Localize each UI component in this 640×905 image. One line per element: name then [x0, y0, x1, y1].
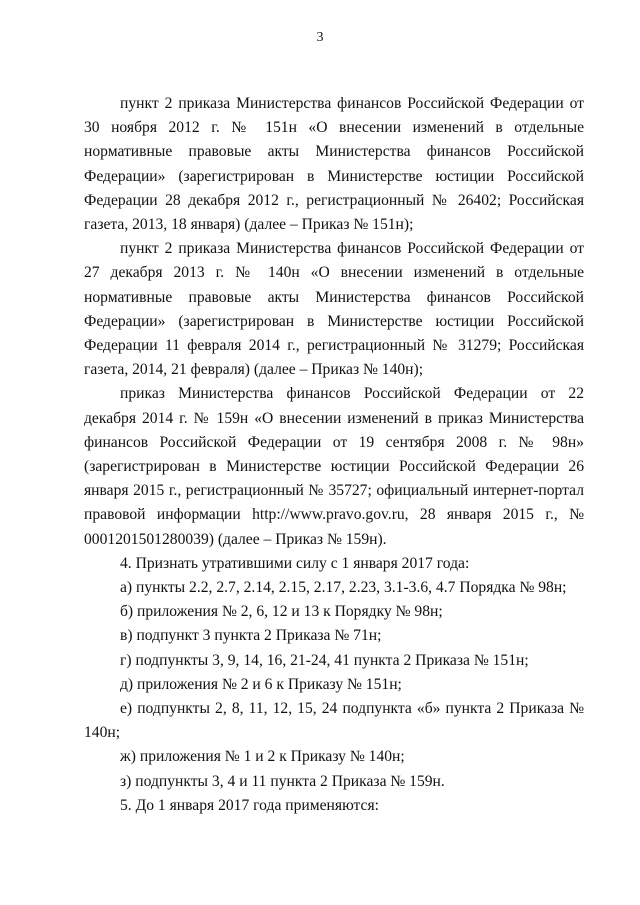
- paragraph-order-151n: пункт 2 приказа Министерства финансов Российской Федерации от 30 ноября 2012 г. № 151н «О внесении изменений в отдельные нормативные правовые акты Министерства финансов Российской Федерации» (зарегистрирован в Министерстве юстиции Российской Федерации 28 декабря 2012 г., регистрационный № 26402; Российская газета, 2013, 18 января) (далее – Приказ № 151н);: [84, 95, 584, 234]
- list-item-g: г) подпункты 3, 9, 14, 16, 21-24, 41 пункта 2 Приказа № 151н;: [120, 651, 529, 669]
- list-item-d: д) приложения № 2 и 6 к Приказу № 151н;: [120, 675, 402, 693]
- list-item-b: б) приложения № 2, 6, 12 и 13 к Порядку № 98н;: [120, 603, 443, 621]
- item-4-heading: 4. Признать утратившими силу с 1 января 2017 года:: [120, 554, 470, 572]
- item-5-heading: 5. До 1 января 2017 года применяются:: [120, 796, 379, 814]
- list-item-v: в) подпункт 3 пункта 2 Приказа № 71н;: [120, 627, 382, 645]
- list-item-zh: ж) приложения № 1 и 2 к Приказу № 140н;: [120, 748, 405, 766]
- document-body: [84, 92, 584, 818]
- list-item-z: з) подпункты 3, 4 и 11 пункта 2 Приказа № 159н.: [120, 772, 445, 790]
- list-item-a: а) пункты 2.2, 2.7, 2.14, 2.15, 2.17, 2.23, 3.1-3.6, 4.7 Порядка № 98н;: [120, 579, 567, 597]
- paragraph-order-140n: пункт 2 приказа Министерства финансов Российской Федерации от 27 декабря 2013 г. № 140н «О внесении изменений в отдельные нормативные правовые акты Министерства финансов Российской Федерации» (зарегистрирован в Министерстве юстиции Российской Федерации 11 февраля 2014 г., регистрационный № 31279; Российская газета, 2014, 21 февраля) (далее – Приказ № 140н);: [84, 240, 584, 379]
- list-item-e: е) подпункты 2, 8, 11, 12, 15, 24 подпункта «б» пункта 2 Приказа № 140н;: [84, 700, 584, 742]
- paragraph-order-159n: приказ Министерства финансов Российской Федерации от 22 декабря 2014 г. № 159н «О внесении изменений в приказ Министерства финансов Российской Федерации от 19 сентября 2008 г. № 98н» (зарегистрирован в Министерстве юстиции Российской Федерации 26 января 2015 г., регистрационный № 35727; официальный интернет-портал правовой информации http://www.pravo.gov.ru, 28 января 2015 г., № 0001201501280039) (далее – Приказ № 159н).: [84, 385, 584, 548]
- page-number: 3: [316, 30, 324, 45]
